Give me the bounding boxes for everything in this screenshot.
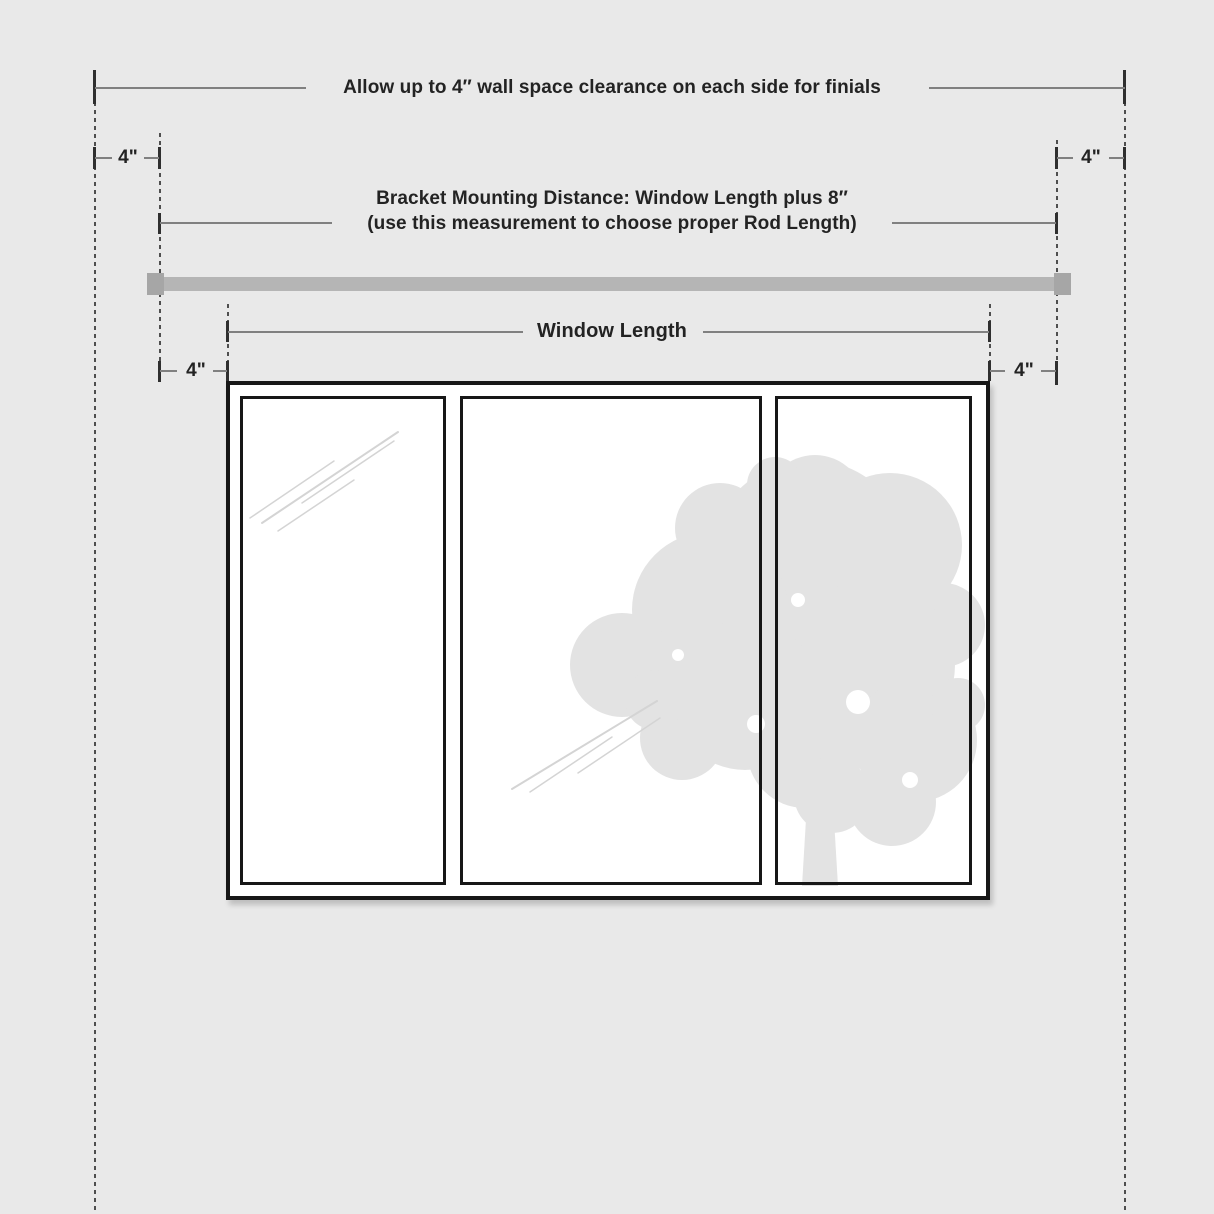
window-pane-left — [240, 396, 446, 885]
clearance-4in-label-bottom-left: 4" — [186, 360, 206, 381]
curtain-rod — [162, 277, 1056, 291]
dimension-tick — [1055, 361, 1058, 385]
window-pane-center — [460, 396, 762, 885]
bracket-distance-line2: (use this measurement to choose proper Rod Length) — [367, 213, 857, 234]
rod-bracket-guide-right — [1056, 140, 1058, 385]
top-clearance-label: Allow up to 4″ wall space clearance on each side for finials — [343, 77, 881, 98]
bracket-distance-label — [312, 186, 912, 236]
window-pane-right — [775, 396, 972, 885]
rod-end-cap-left — [147, 273, 164, 295]
dimension-line — [990, 370, 1005, 372]
dimension-line — [160, 370, 177, 372]
wall-clearance-guide-right — [1124, 70, 1126, 1214]
wall-clearance-guide-left — [94, 70, 96, 1214]
window — [226, 381, 990, 900]
dimension-line — [929, 87, 1125, 89]
window-length-label: Window Length — [537, 320, 687, 342]
dimension-line — [1109, 157, 1124, 159]
clearance-4in-label-bottom-right: 4" — [1014, 360, 1034, 381]
rod-end-cap-right — [1054, 273, 1071, 295]
rod-bracket-guide-left — [159, 133, 161, 381]
dimension-line — [95, 87, 306, 89]
clearance-4in-label-top-left: 4" — [118, 147, 138, 168]
bracket-distance-line1: Bracket Mounting Distance: Window Length plus 8″ — [376, 188, 848, 209]
dimension-line — [892, 222, 1056, 224]
dimension-line — [160, 222, 332, 224]
clearance-4in-label-top-right: 4" — [1081, 147, 1101, 168]
